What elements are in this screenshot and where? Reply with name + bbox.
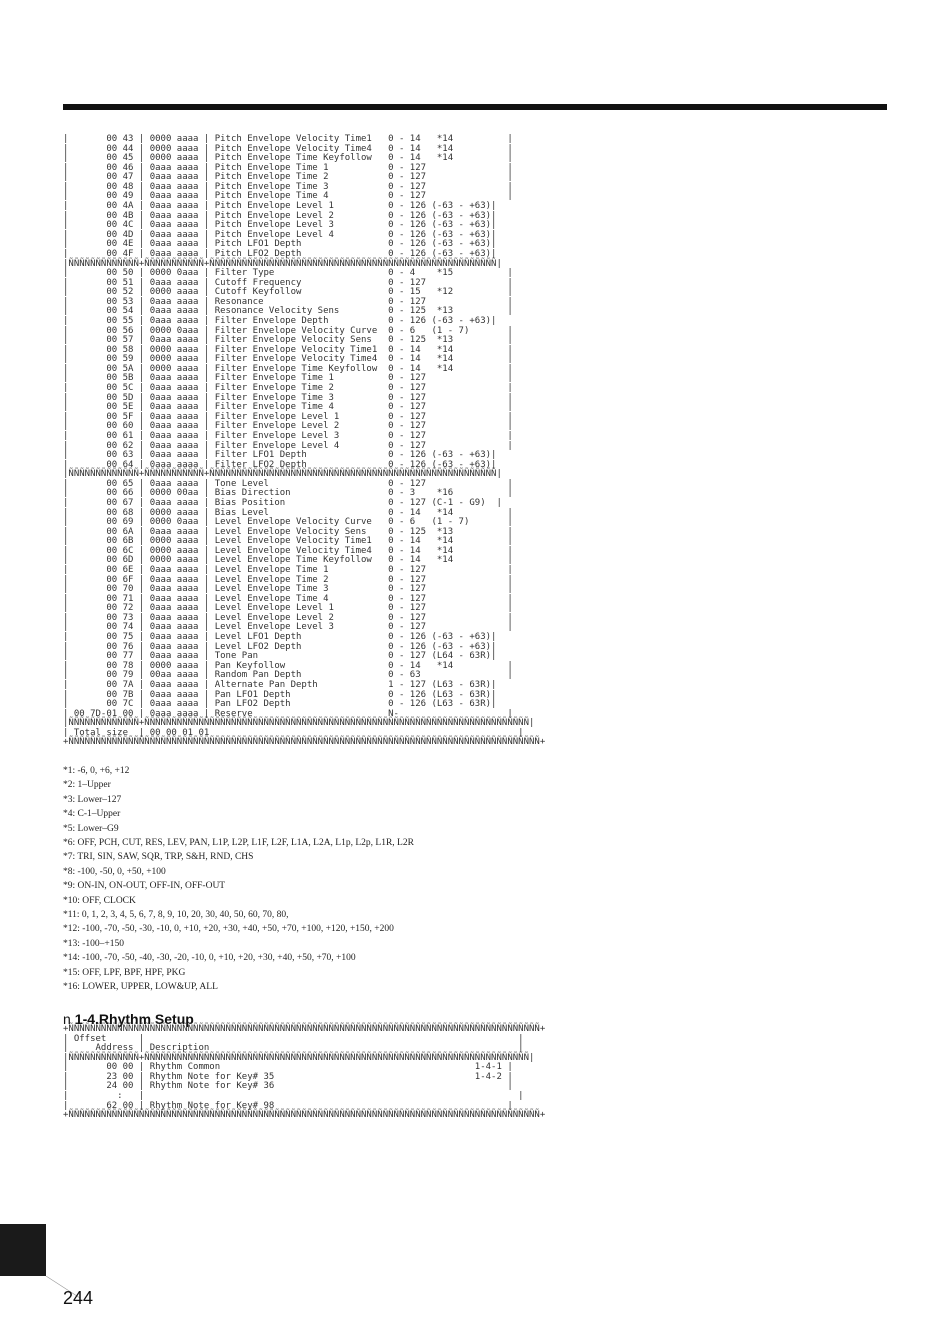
table-row: |ÑÑÑÑÑÑÑÑÑÑÑÑÑ+ÑÑÑÑÑÑÑÑÑÑÑÑÑÑÑÑÑÑÑÑÑÑÑÑÑÑÑÑÑÑÑÑÑÑÑÑÑÑÑÑÑÑÑÑÑÑÑÑÑÑÑÑÑÑÑÑÑÑÑÑÑÑÑÑÑÑÑÑÑÑÑ| (63, 718, 535, 729)
parameter-address-table (63, 135, 545, 748)
table-row: | 00 43 | 0000 aaaa | Pitch Envelope Velocity Time1 0 - 14 *14 | (63, 134, 513, 144)
table-row: | 00 6A | 0aaa aaaa | Level Envelope Velocity Sens 0 - 125 *13 | (63, 526, 513, 537)
table-row: | 00 66 | 0000 00aa | Bias Direction 0 - 3 *16 | (63, 488, 513, 499)
footnote-item: *14: -100, -70, -50, -40, -30, -20, -10, 0, +10, +20, +30, +40, +50, +70, +100 (63, 953, 356, 964)
table-row: | 00 74 | 0aaa aaaa | Level Envelope Level 3 0 - 127 | (63, 622, 513, 633)
footnote-item: *10: OFF, CLOCK (63, 895, 136, 906)
footnote-item: *5: Lower–G9 (63, 823, 119, 834)
table-row: | 00 55 | 0aaa aaaa | Filter Envelope Depth 0 - 126 (-63 - +63)| (63, 315, 497, 326)
table-row: | 00 60 | 0aaa aaaa | Filter Envelope Level 2 0 - 127 | (63, 421, 513, 432)
table-row: | 00 67 | 0aaa aaaa | Bias Position 0 - 127 (C-1 - G9) | (63, 497, 502, 508)
table-row: | 00 78 | 0000 aaaa | Pan Keyfollow 0 - 14 *14 | (63, 660, 513, 671)
footnotes-list (63, 764, 414, 995)
table-row: | Address | Description | (63, 1043, 524, 1054)
table-row: | 00 76 | 0aaa aaaa | Level LFO2 Depth 0 - 126 (-63 - +63)| (63, 641, 497, 652)
table-row: | 00 53 | 0aaa aaaa | Resonance 0 - 127 | (63, 296, 513, 307)
footnote-item: *15: OFF, LPF, BPF, HPF, PKG (63, 967, 186, 978)
header-rule (63, 104, 887, 110)
table-row: | 00 7A | 0aaa aaaa | Alternate Pan Depth 1 - 127 (L63 - 63R)| (63, 679, 497, 690)
table-row: | 00 44 | 0000 aaaa | Pitch Envelope Velocity Time4 0 - 14 *14 | (63, 143, 513, 154)
table-row: | Offset | | (63, 1033, 524, 1044)
footnote-item: *12: -100, -70, -50, -30, -10, 0, +10, +20, +30, +40, +50, +70, +100, +120, +150, +200 (63, 924, 394, 935)
footnote-item: *2: 1–Upper (63, 780, 111, 791)
table-row: | 00 58 | 0000 aaaa | Filter Envelope Velocity Time1 0 - 14 *14 | (63, 344, 513, 355)
table-row: | 00 62 | 0aaa aaaa | Filter Envelope Level 4 0 - 127 | (63, 440, 513, 451)
table-row: | 00 4C | 0aaa aaaa | Pitch Envelope Level 3 0 - 126 (-63 - +63)| (63, 220, 497, 231)
footnote-item: *4: C-1–Upper (63, 809, 121, 820)
table-row: | 00 4D | 0aaa aaaa | Pitch Envelope Level 4 0 - 126 (-63 - +63)| (63, 229, 497, 240)
table-row: | 00 6F | 0aaa aaaa | Level Envelope Time 2 0 - 127 | (63, 574, 513, 585)
footnote-item: *16: LOWER, UPPER, LOW&UP, ALL (63, 982, 218, 993)
table-row: | 00 75 | 0aaa aaaa | Level LFO1 Depth 0 - 126 (-63 - +63)| (63, 632, 497, 643)
table-row: | 00 5B | 0aaa aaaa | Filter Envelope Time 1 0 - 127 | (63, 373, 513, 384)
footnote-item: *8: -100, -50, 0, +50, +100 (63, 866, 166, 877)
table-row: | 00 5D | 0aaa aaaa | Filter Envelope Time 3 0 - 127 | (63, 392, 513, 403)
table-row: | 00 4F | 0aaa aaaa | Pitch LFO2 Depth 0 - 126 (-63 - +63)| (63, 248, 497, 259)
table-row: | 00 6B | 0000 aaaa | Level Envelope Velocity Time1 0 - 14 *14 | (63, 536, 513, 547)
table-row: | 00 7D-01 00 | 0aaa aaaa | Reserve N- | (63, 708, 513, 719)
table-row: | 00 00 | Rhythm Common 1-4-1 | (63, 1062, 513, 1073)
table-row: | 00 4E | 0aaa aaaa | Pitch LFO1 Depth 0 - 126 (-63 - +63)| (63, 239, 497, 250)
table-row: | 00 71 | 0aaa aaaa | Level Envelope Time 4 0 - 127 | (63, 593, 513, 604)
table-row: | 00 64 | 0aaa aaaa | Filter LFO2 Depth 0 - 126 (-63 - +63)| (63, 459, 497, 470)
footnote-item: *7: TRI, SIN, SAW, SQR, TRP, S&H, RND, CHS (63, 852, 254, 863)
table-row: | 00 49 | 0aaa aaaa | Pitch Envelope Time 4 0 - 127 | (63, 191, 513, 202)
table-row: | 00 7B | 0aaa aaaa | Pan LFO1 Depth 0 - 126 (L63 - 63R)| (63, 689, 497, 700)
footnote-item: *13: -100–+150 (63, 938, 125, 949)
footnote-item: *3: Lower–127 (63, 794, 122, 805)
table-row: | 00 68 | 0000 aaaa | Bias Level 0 - 14 *14 | (63, 507, 513, 518)
table-row: | 23 00 | Rhythm Note for Key# 35 1-4-2 | (63, 1071, 513, 1082)
page-number: 244 (63, 1288, 94, 1308)
table-row: | 00 65 | 0aaa aaaa | Tone Level 0 - 127 | (63, 478, 513, 489)
rhythm-setup-table (63, 1025, 545, 1121)
table-row: |ÑÑÑÑÑÑÑÑÑÑÑÑÑ+ÑÑÑÑÑÑÑÑÑÑÑ+ÑÑÑÑÑÑÑÑÑÑÑÑÑÑÑÑÑÑÑÑÑÑÑÑÑÑÑÑÑÑÑÑÑÑÑÑÑÑÑÑÑÑÑÑÑÑÑÑÑÑÑÑÑ| (63, 469, 502, 480)
table-row: | 62 00 | Rhythm Note for Key# 98 | (63, 1100, 513, 1111)
table-row: | 00 70 | 0aaa aaaa | Level Envelope Time 3 0 - 127 | (63, 584, 513, 595)
table-row: | 00 45 | 0000 aaaa | Pitch Envelope Time Keyfollow 0 - 14 *14 | (63, 153, 513, 164)
table-row: | 00 50 | 0000 0aaa | Filter Type 0 - 4 *15 | (63, 268, 513, 279)
table-row: +ÑÑÑÑÑÑÑÑÑÑÑÑÑÑÑÑÑÑÑÑÑÑÑÑÑÑÑÑÑÑÑÑÑÑÑÑÑÑÑÑÑÑÑÑÑÑÑÑÑÑÑÑÑÑÑÑÑÑÑÑÑÑÑÑÑÑÑÑÑÑÑÑÑÑÑÑÑÑÑÑÑÑÑÑÑÑÑ+ (63, 1110, 546, 1121)
table-row: | 00 5E | 0aaa aaaa | Filter Envelope Time 4 0 - 127 | (63, 402, 513, 413)
table-row: | 00 5A | 0000 aaaa | Filter Envelope Time Keyfollow 0 - 14 *14 | (63, 363, 513, 374)
table-row: | 00 57 | 0aaa aaaa | Filter Envelope Velocity Sens 0 - 125 *13 | (63, 335, 513, 346)
table-row: | 00 73 | 0aaa aaaa | Level Envelope Level 2 0 - 127 | (63, 612, 513, 623)
table-row: | : | | (63, 1091, 524, 1102)
table-row: |ÑÑÑÑÑÑÑÑÑÑÑÑÑ+ÑÑÑÑÑÑÑÑÑÑÑ+ÑÑÑÑÑÑÑÑÑÑÑÑÑÑÑÑÑÑÑÑÑÑÑÑÑÑÑÑÑÑÑÑÑÑÑÑÑÑÑÑÑÑÑÑÑÑÑÑÑÑÑÑÑ| (63, 258, 502, 269)
table-row: | 00 5F | 0aaa aaaa | Filter Envelope Level 1 0 - 127 | (63, 411, 513, 422)
table-row: | 00 59 | 0000 aaaa | Filter Envelope Velocity Time4 0 - 14 *14 | (63, 354, 513, 365)
table-row: | 00 5C | 0aaa aaaa | Filter Envelope Time 2 0 - 127 | (63, 383, 513, 394)
table-row: | 00 63 | 0aaa aaaa | Filter LFO1 Depth 0 - 126 (-63 - +63)| (63, 450, 497, 461)
table-row: | 00 77 | 0aaa aaaa | Tone Pan 0 - 127 (L64 - 63R)| (63, 651, 497, 662)
table-row: | 00 4A | 0aaa aaaa | Pitch Envelope Level 1 0 - 126 (-63 - +63)| (63, 201, 497, 212)
table-row: +ÑÑÑÑÑÑÑÑÑÑÑÑÑÑÑÑÑÑÑÑÑÑÑÑÑÑÑÑÑÑÑÑÑÑÑÑÑÑÑÑÑÑÑÑÑÑÑÑÑÑÑÑÑÑÑÑÑÑÑÑÑÑÑÑÑÑÑÑÑÑÑÑÑÑÑÑÑÑÑÑÑÑÑÑÑÑÑ+ (63, 1024, 546, 1034)
table-row: | 00 46 | 0aaa aaaa | Pitch Envelope Time 1 0 - 127 | (63, 162, 513, 173)
table-row: | Total size | 00 00 01 01 | (63, 727, 524, 738)
table-row: +ÑÑÑÑÑÑÑÑÑÑÑÑÑÑÑÑÑÑÑÑÑÑÑÑÑÑÑÑÑÑÑÑÑÑÑÑÑÑÑÑÑÑÑÑÑÑÑÑÑÑÑÑÑÑÑÑÑÑÑÑÑÑÑÑÑÑÑÑÑÑÑÑÑÑÑÑÑÑÑÑÑÑÑÑÑÑÑ+ (63, 737, 546, 748)
table-row: | 00 52 | 0000 aaaa | Cutoff Keyfollow 0 - 15 *12 | (63, 287, 513, 298)
table-row: | 00 6D | 0000 aaaa | Level Envelope Time Keyfollow 0 - 14 *14 | (63, 555, 513, 566)
section-title: 1-4.Rhythm Setup (74, 1011, 194, 1027)
table-row: | 00 47 | 0aaa aaaa | Pitch Envelope Time 2 0 - 127 | (63, 172, 513, 183)
table-row: | 00 72 | 0aaa aaaa | Level Envelope Level 1 0 - 127 | (63, 603, 513, 614)
table-row: |ÑÑÑÑÑÑÑÑÑÑÑÑÑ+ÑÑÑÑÑÑÑÑÑÑÑÑÑÑÑÑÑÑÑÑÑÑÑÑÑÑÑÑÑÑÑÑÑÑÑÑÑÑÑÑÑÑÑÑÑÑÑÑÑÑÑÑÑÑÑÑÑÑÑÑÑÑÑÑÑÑÑÑÑÑÑ| (63, 1052, 535, 1063)
table-row: | 00 54 | 0aaa aaaa | Resonance Velocity Sens 0 - 125 *13 | (63, 306, 513, 317)
footnote-item: *9: ON-IN, ON-OUT, OFF-IN, OFF-OUT (63, 881, 226, 892)
table-row: | 00 6C | 0000 aaaa | Level Envelope Velocity Time4 0 - 14 *14 | (63, 545, 513, 556)
table-row: | 00 56 | 0000 0aaa | Filter Envelope Velocity Curve 0 - 6 (1 - 7) | (63, 325, 513, 336)
table-row: | 00 48 | 0aaa aaaa | Pitch Envelope Time 3 0 - 127 | (63, 181, 513, 192)
table-row: | 00 7C | 0aaa aaaa | Pan LFO2 Depth 0 - 126 (L63 - 63R)| (63, 699, 497, 710)
table-row: | 00 61 | 0aaa aaaa | Filter Envelope Level 3 0 - 127 | (63, 430, 513, 441)
footnote-item: *11: 0, 1, 2, 3, 4, 5, 6, 7, 8, 9, 10, 20, 30, 40, 50, 60, 70, 80, (63, 910, 289, 921)
table-row: | 24 00 | Rhythm Note for Key# 36 | (63, 1081, 513, 1092)
table-row: | 00 4B | 0aaa aaaa | Pitch Envelope Level 2 0 - 126 (-63 - +63)| (63, 210, 497, 221)
table-row: | 00 79 | 00aa aaaa | Random Pan Depth 0 - 63 | (63, 670, 513, 681)
table-row: | 00 6E | 0aaa aaaa | Level Envelope Time 1 0 - 127 | (63, 565, 513, 576)
section-marker: n (63, 1011, 71, 1027)
footnote-item: *6: OFF, PCH, CUT, RES, LEV, PAN, L1P, L2P, L1F, L2F, L1A, L2A, L1p, L2p, L1R, L2R (63, 838, 414, 849)
table-row: | 00 69 | 0000 0aaa | Level Envelope Velocity Curve 0 - 6 (1 - 7) | (63, 517, 513, 528)
footnote-item: *1: -6, 0, +6, +12 (63, 766, 130, 776)
page-edge-tab (0, 1224, 46, 1276)
table-row: | 00 51 | 0aaa aaaa | Cutoff Frequency 0 - 127 | (63, 277, 513, 288)
